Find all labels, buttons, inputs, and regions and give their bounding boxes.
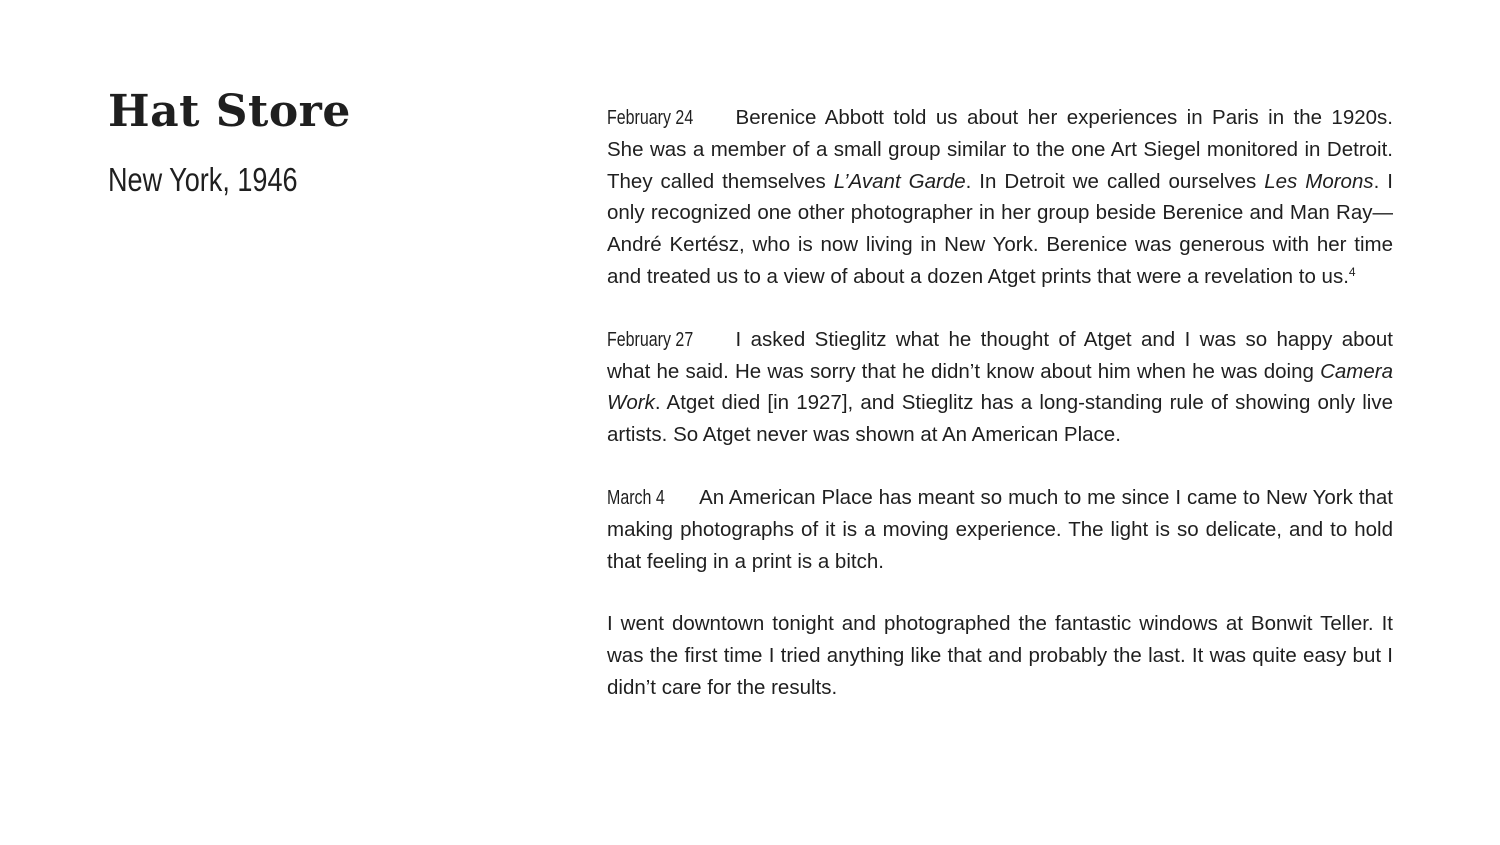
header-column [108,84,528,200]
entry-text: . Atget died [in 1927], and Stieglitz has a long-standing rule of showing only live artists. So Atget never was shown at An American Place. [607,391,1393,447]
entry-text: . I only recognized one other photographer in her group beside Berenice and Man Ray—André Kertész, who is now living in New York. Berenice was generous with her time and treated us to a view of about a dozen Atget prints that were a revelation to us. [607,169,1394,288]
entry-italic-text: L’Avant Garde [833,169,966,193]
journal-entry-february-24 [607,102,1393,293]
footnote-marker: 4 [1348,264,1356,279]
entry-text: I went downtown tonight and photographed the fantastic windows at Bonwit Teller. It was the first time I tried anything like that and probably the last. It was quite easy but I didn’t care for the results. [607,612,1393,699]
entry-text: An American Place has meant so much to me since I came to New York that making photographs of it is a moving experience. The light is so delicate, and to hold that feeling in a print is a bitch. [607,485,1393,573]
entry-text: Berenice Abbott told us about her experiences in Paris in the 1920s. She was a member of a small group similar to the one Art Siegel monitored in Detroit. They called themselves [607,106,1393,193]
page-title: Hat Store [108,86,351,137]
entry-date: February 27 [607,327,694,351]
entry-text: I asked Stieglitz what he thought of Atget and I was so happy about what he said. He was sorry that he didn’t know about him when he was doing [607,327,1393,383]
page-subtitle: New York, 1946 [108,161,298,198]
entry-date: February 24 [607,106,694,129]
entry-text: . In Detroit we called ourselves [965,169,1265,193]
entry-date: March 4 [607,485,665,509]
entry-italic-text: Les Morons [1264,169,1374,193]
journal-entry-continued [607,608,1393,703]
journal-entry-february-27 [607,324,1393,451]
journal-entry-march-4 [607,482,1393,577]
entry-italic-text: Camera Work [607,359,1393,415]
journal-text [607,102,1393,735]
